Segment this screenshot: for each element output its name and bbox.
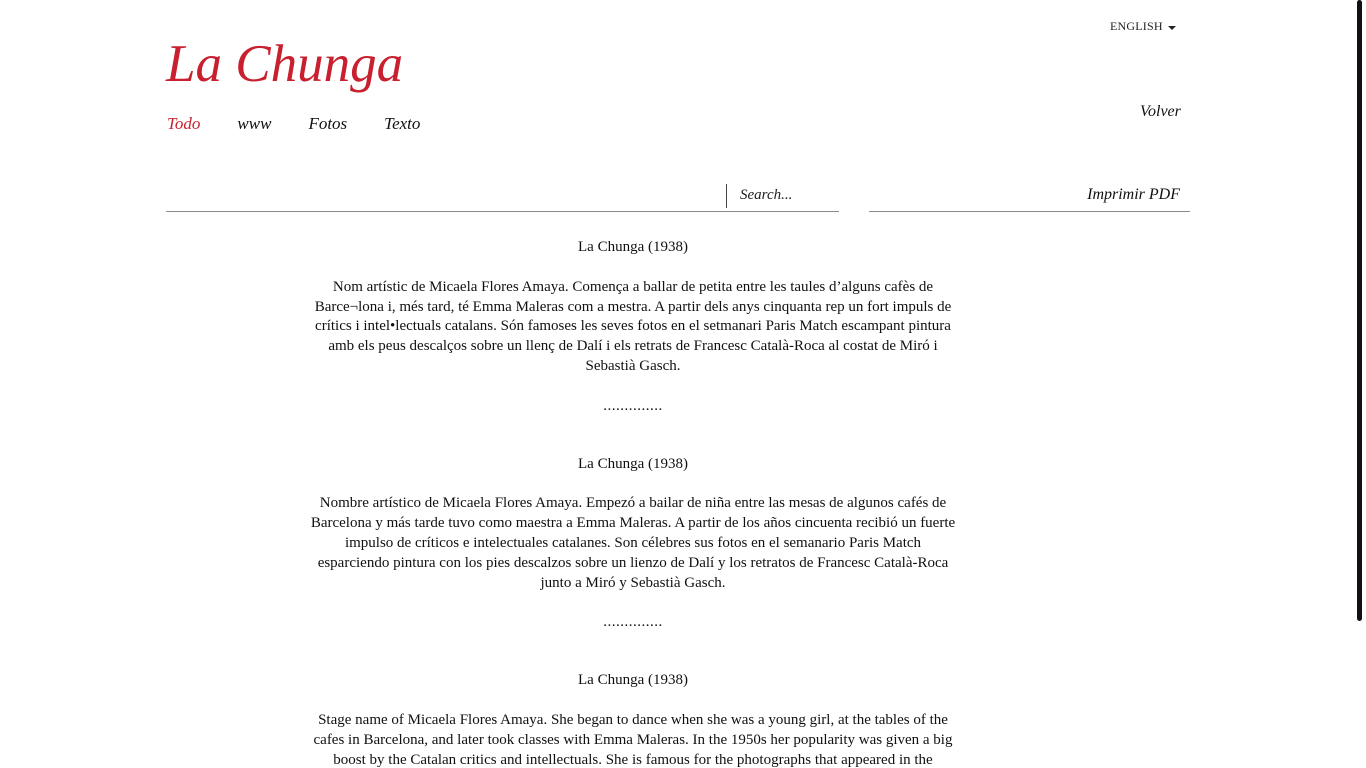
print-bar <box>869 179 1190 212</box>
entry-separator: .............. <box>603 397 663 414</box>
entry-title: La Chunga (1938) <box>578 455 688 472</box>
entry-text: Nom artístic de Micaela Flores Amaya. Comença a ballar de petita entre les taules d’alguns cafès de Barce¬lona i, més tard, té Emma Maleras com a mestra. A partir dels anys cinquanta rep un fort impuls de crítics i intel•lectuals catalans. Són famoses les seves fotos en el setmanari Paris Match escampant pintura amb els peus descalços sobre un llenç de Dalí i els retrats de Francesc Català-Roca al costat de Miró i Sebastià Gasch. <box>314 278 952 374</box>
content <box>308 238 958 768</box>
entry-english <box>308 671 958 768</box>
search-input[interactable] <box>736 183 844 207</box>
main-nav <box>167 114 457 134</box>
entry-title: La Chunga (1938) <box>578 239 688 255</box>
search-bar <box>166 179 839 212</box>
caret-down-icon <box>1168 26 1176 30</box>
entry-separator: .............. <box>603 614 663 631</box>
search-divider <box>726 184 727 208</box>
print-pdf-link[interactable]: Imprimir PDF <box>1087 186 1180 203</box>
back-link[interactable]: Volver <box>1140 103 1181 120</box>
nav-item-texto[interactable]: Texto <box>384 114 421 133</box>
entry-title: La Chunga (1938) <box>578 672 688 689</box>
entry-catalan <box>308 238 958 417</box>
language-label: ENGLISH <box>1110 19 1163 33</box>
nav-item-www[interactable]: www <box>237 114 272 133</box>
entry-spanish <box>308 455 958 634</box>
site-title[interactable]: La Chunga <box>166 35 404 93</box>
language-selector[interactable] <box>1110 19 1176 34</box>
entry-text: Stage name of Micaela Flores Amaya. She began to dance when she was a young girl, at the tables of the cafes in Barcelona, and later took classes with Emma Maleras. In the 1950s her popularity was given a big boost by the Catalan critics and intellectuals. She is famous for the photographs that appeared in the <box>313 711 953 768</box>
scrollbar-thumb[interactable] <box>1357 0 1362 621</box>
entry-text: Nombre artístico de Micaela Flores Amaya. Empezó a bailar de niña entre las mesas de algunos cafés de Barcelona y más tarde tuvo como maestra a Emma Maleras. A partir de los años cincuenta recibió un fuerte impulso de críticos e intelectuales catalanes. Son célebres sus fotos en el semanario Paris Match esparciendo pintura con los pies descalzos sobre un lienzo de Dalí y los retratos de Francesc Català-Roca junto a Miró y Sebastià Gasch. <box>310 495 956 591</box>
nav-item-todo[interactable]: Todo <box>167 114 201 133</box>
nav-item-fotos[interactable]: Fotos <box>308 114 348 133</box>
